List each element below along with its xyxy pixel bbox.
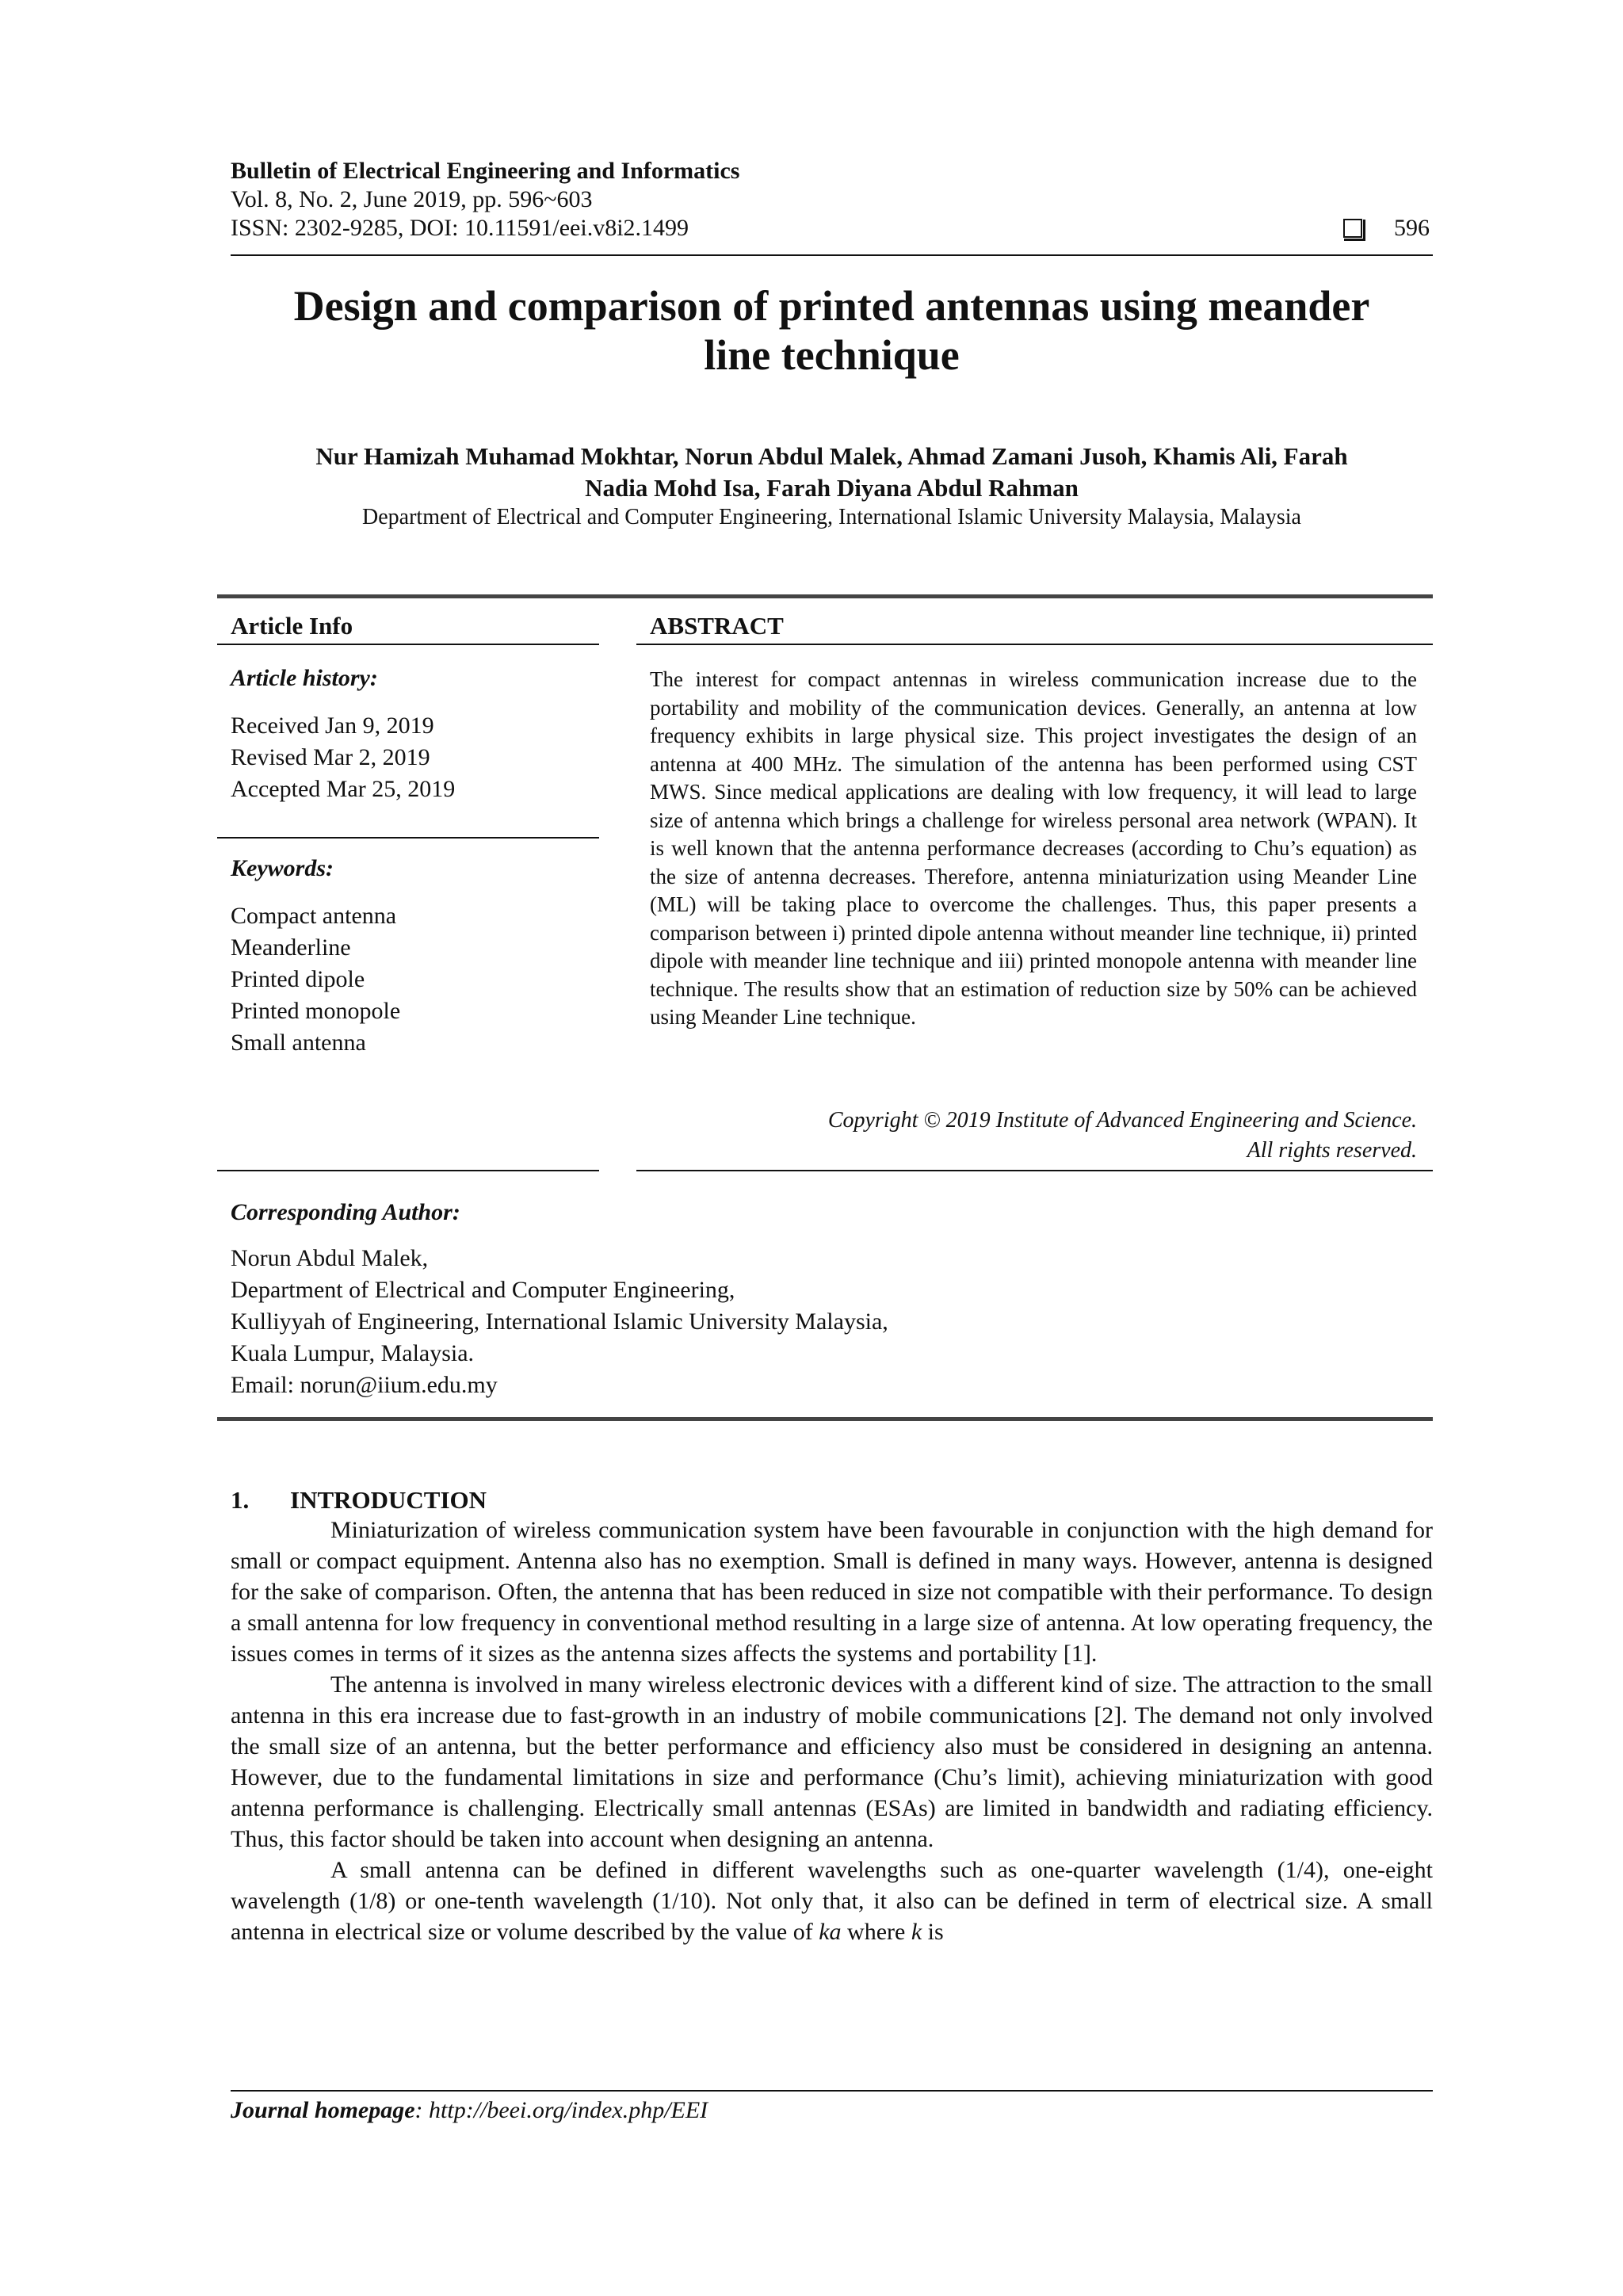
keyword-item: Meanderline (231, 934, 351, 961)
title-line-1: Design and comparison of printed antennas using meander (293, 282, 1370, 330)
article-info-rule (217, 644, 599, 645)
section-title: INTRODUCTION (290, 1486, 487, 1514)
box-icon (1343, 219, 1362, 238)
article-history (231, 664, 599, 805)
authors-line-2: Nadia Mohd Isa, Farah Diyana Abdul Rahman (585, 474, 1079, 502)
article-info-heading: Article Info (231, 612, 353, 640)
paragraph: The antenna is involved in many wireless electronic devices with a different kind of size. The attraction to the small antenna in this era increase due to fast-growth in an industry of mobile communications [2]. The demand not only involved the small size of an antenna, but the better performance and efficiency also must be considered in designing an antenna. However, due to the fundamental limitations in size and performance (Chu’s limit), achieving miniaturization with good antenna performance is challenging. Electrically small antennas (ESAs) are limited in bandwidth and radiating efficiency. Thus, this factor should be taken into account when designing an antenna. (231, 1671, 1433, 1852)
copyright-line-2: All rights reserved. (1247, 1138, 1417, 1163)
page-number: 596 (1394, 215, 1430, 241)
corresponding-dept: Department of Electrical and Computer Engineering, (231, 1277, 735, 1303)
keywords-rule (217, 1170, 599, 1171)
journal-homepage (231, 2095, 708, 2126)
volume-info: Vol. 8, No. 2, June 2019, pp. 596~603 (231, 186, 593, 212)
keyword-item: Small antenna (231, 1030, 366, 1056)
info-box-top-rule (217, 594, 1433, 598)
paragraph (231, 1855, 1433, 1947)
abstract-text: The interest for compact antennas in wireless communication increase due to the portability and mobility of the communication devices. Generally, an antenna at low frequency exhibits in large physical size. This project investigates the design of an antenna at 400 MHz. The simulation of the antenna has been performed using CST MWS. Since medical applications are dealing with low frequency, it will lead to large size of antenna which brings a challenge for wireless personal area network (WPAN). It is well known that the antenna performance decreases (according to Chu’s equation) as the size of antenna decreases. Therefore, antenna miniaturization using Meander Line (ML) will be taking place to overcome the challenges. Thus, this paper presents a comparison between i) printed dipole antenna without meander line technique, ii) printed dipole with meander line technique and iii) printed monopole antenna with meander line technique. The results show that an estimation of reduction size by 50% can be achieved using Meander Line technique. (650, 667, 1417, 1029)
symbol-k: k (911, 1919, 922, 1945)
homepage-link[interactable]: http://beei.org/index.php/EEI (429, 2097, 708, 2123)
keywords (231, 854, 599, 1059)
symbol-ka: ka (819, 1919, 842, 1945)
authors-line-1: Nur Hamizah Muhamad Mokhtar, Norun Abdul Malek, Ahmad Zamani Jusoh, Khamis Ali, Farah (315, 442, 1348, 470)
header-rule (231, 254, 1433, 256)
keyword-item: Printed monopole (231, 998, 401, 1024)
abstract-bottom-rule (636, 1170, 1433, 1171)
corresponding-name: Norun Abdul Malek, (231, 1245, 429, 1271)
paragraph-text: is (922, 1919, 944, 1945)
copyright (650, 1106, 1417, 1166)
history-heading: Article history: (231, 665, 378, 691)
authors (231, 441, 1433, 504)
section-heading (231, 1484, 487, 1516)
corresponding-location: Kuala Lumpur, Malaysia. (231, 1340, 475, 1366)
homepage-label: Journal homepage (231, 2097, 415, 2123)
copyright-line-1: Copyright © 2019 Institute of Advanced Engineering and Science. (827, 1108, 1417, 1133)
title-line-2: line technique (704, 331, 960, 379)
affiliation: Department of Electrical and Computer Engineering, International Islamic University Malaysia, Malaysia (362, 505, 1301, 529)
abstract-rule (636, 644, 1433, 645)
history-rule (217, 837, 599, 839)
journal-name: Bulletin of Electrical Engineering and Informatics (231, 158, 740, 184)
section-number: 1. (231, 1486, 250, 1514)
issn-row (231, 214, 1433, 243)
keyword-item: Printed dipole (231, 966, 365, 992)
corresponding-author (231, 1198, 1419, 1401)
footer-rule (231, 2090, 1433, 2092)
paragraph: Miniaturization of wireless communication system have been favourable in conjunction with the high demand for small or compact equipment. Antenna also has no exemption. Small is defined in many ways. However, antenna is designed for the sake of comparison. Often, the antenna that has been reduced in size not compatible with their performance. To design a small antenna for low frequency in conventional method resulting in a large size of antenna. At low operating frequency, the issues comes in terms of it sizes as the antenna sizes affects the systems and portability [1]. (231, 1517, 1433, 1667)
journal-header (231, 157, 1433, 243)
corresponding-faculty: Kulliyyah of Engineering, International Islamic University Malaysia, (231, 1308, 888, 1335)
abstract-heading: ABSTRACT (650, 612, 784, 640)
history-revised: Revised Mar 2, 2019 (231, 744, 430, 770)
paper-title (231, 281, 1433, 380)
history-accepted: Accepted Mar 25, 2019 (231, 776, 456, 802)
homepage-separator: : (414, 2097, 430, 2123)
paragraph-text: where (841, 1919, 911, 1945)
paragraph-text: A small antenna can be defined in different wavelengths such as one-quarter wavelength (1/4), one-eight wavelength (1/8) or one-tenth wavelength (1/10). Not only that, it also can be defined in term of electrical size. A small antenna in electrical size or volume described by the value of (231, 1857, 1433, 1945)
introduction-body (231, 1515, 1433, 1947)
corresponding-email: Email: norun@iium.edu.my (231, 1372, 498, 1398)
corresponding-heading: Corresponding Author: (231, 1199, 460, 1225)
article-info (231, 610, 599, 644)
issn-doi: ISSN: 2302-9285, DOI: 10.11591/eei.v8i2.1499 (231, 215, 689, 241)
page-indicator (1343, 214, 1433, 243)
keyword-item: Compact antenna (231, 903, 397, 929)
history-received: Received Jan 9, 2019 (231, 712, 434, 739)
keywords-heading: Keywords: (231, 855, 334, 881)
info-box-bottom-rule (217, 1417, 1433, 1421)
